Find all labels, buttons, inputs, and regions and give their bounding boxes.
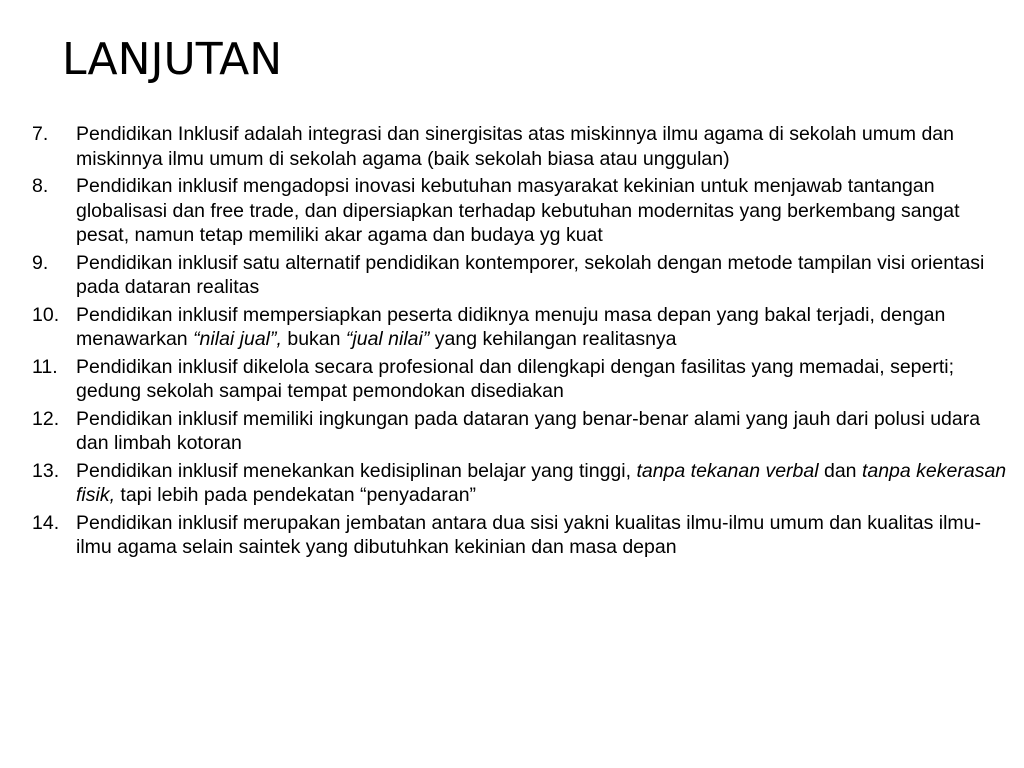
list-item-number: 10. <box>32 303 60 326</box>
text-segment: bukan <box>281 328 346 350</box>
list-item-number: 13. <box>32 459 60 482</box>
list-item <box>32 511 1012 560</box>
emphasized-text: “nilai jual”, <box>193 328 282 350</box>
list-item <box>32 303 1012 352</box>
text-segment: dan <box>818 459 862 482</box>
list-item <box>32 355 1012 404</box>
text-segment: Pendidikan inklusif memiliki ingkungan pada dataran yang benar-benar alami yang jauh dari polusi udara dan limbah kotoran <box>76 407 981 454</box>
list-item <box>32 407 1012 456</box>
text-segment: tapi lebih pada pendekatan “penyadaran” <box>115 484 477 506</box>
text-segment: Pendidikan inklusif mengadopsi inovasi kebutuhan masyarakat kekinian untuk menjawab tantangan globalisasi dan free trade, dan dipersiapkan terhadap kebutuhan modernitas yang berkembang sangat pesat, namun tetap memiliki akar agama dan budaya yg kuat <box>76 175 960 246</box>
list-item-text <box>76 511 1012 560</box>
text-segment: Pendidikan inklusif dikelola secara profesional dan dilengkapi dengan fasilitas yang memadai, seperti; gedung sekolah sampai tempat pemondokan disediakan <box>76 355 955 402</box>
list-item <box>32 122 1012 171</box>
list-item-number: 12. <box>32 407 60 430</box>
numbered-list <box>32 122 1012 563</box>
list-item-text <box>76 355 1012 404</box>
emphasized-text: tanpa tekanan verbal <box>636 459 819 482</box>
list-item-text <box>76 407 1012 456</box>
list-item-number: 8. <box>32 175 49 197</box>
slide-title: LANJUTAN <box>62 34 283 85</box>
list-item-text <box>76 122 1012 171</box>
emphasized-text: “jual nilai” <box>345 328 430 350</box>
list-item-text <box>76 251 1012 300</box>
list-item-text <box>76 303 1012 352</box>
list-item-text <box>76 174 1012 248</box>
list-item-number: 11. <box>32 355 58 378</box>
list-item <box>32 459 1012 508</box>
text-segment: Pendidikan inklusif satu alternatif pendidikan kontemporer, sekolah dengan metode tampilan visi orientasi pada dataran realitas <box>76 251 985 298</box>
list-item-text <box>76 459 1012 508</box>
list-item <box>32 251 1012 300</box>
text-segment: Pendidikan inklusif menekankan kedisiplinan belajar yang tinggi, <box>76 459 637 482</box>
text-segment: Pendidikan inklusif mempersiapkan peserta didiknya menuju masa depan yang bakal terjadi, dengan menawarkan <box>76 303 946 350</box>
text-segment: Pendidikan Inklusif adalah integrasi dan sinergisitas atas miskinnya ilmu agama di sekolah umum dan miskinnya ilmu umum di sekolah agama (baik sekolah biasa atau unggulan) <box>76 123 954 170</box>
text-segment: Pendidikan inklusif merupakan jembatan antara dua sisi yakni kualitas ilmu-ilmu umum dan kualitas ilmu-ilmu agama selain saintek yang dibutuhkan kekinian dan masa depan <box>76 511 982 558</box>
emphasized-text: tanpa kekerasan fisik, <box>76 459 1007 506</box>
text-segment: yang kehilangan realitasnya <box>429 328 677 350</box>
list-item-number: 9. <box>32 251 49 274</box>
list-item-number: 7. <box>32 123 49 145</box>
list-item-number: 14. <box>32 511 60 534</box>
list-item <box>32 174 1012 248</box>
